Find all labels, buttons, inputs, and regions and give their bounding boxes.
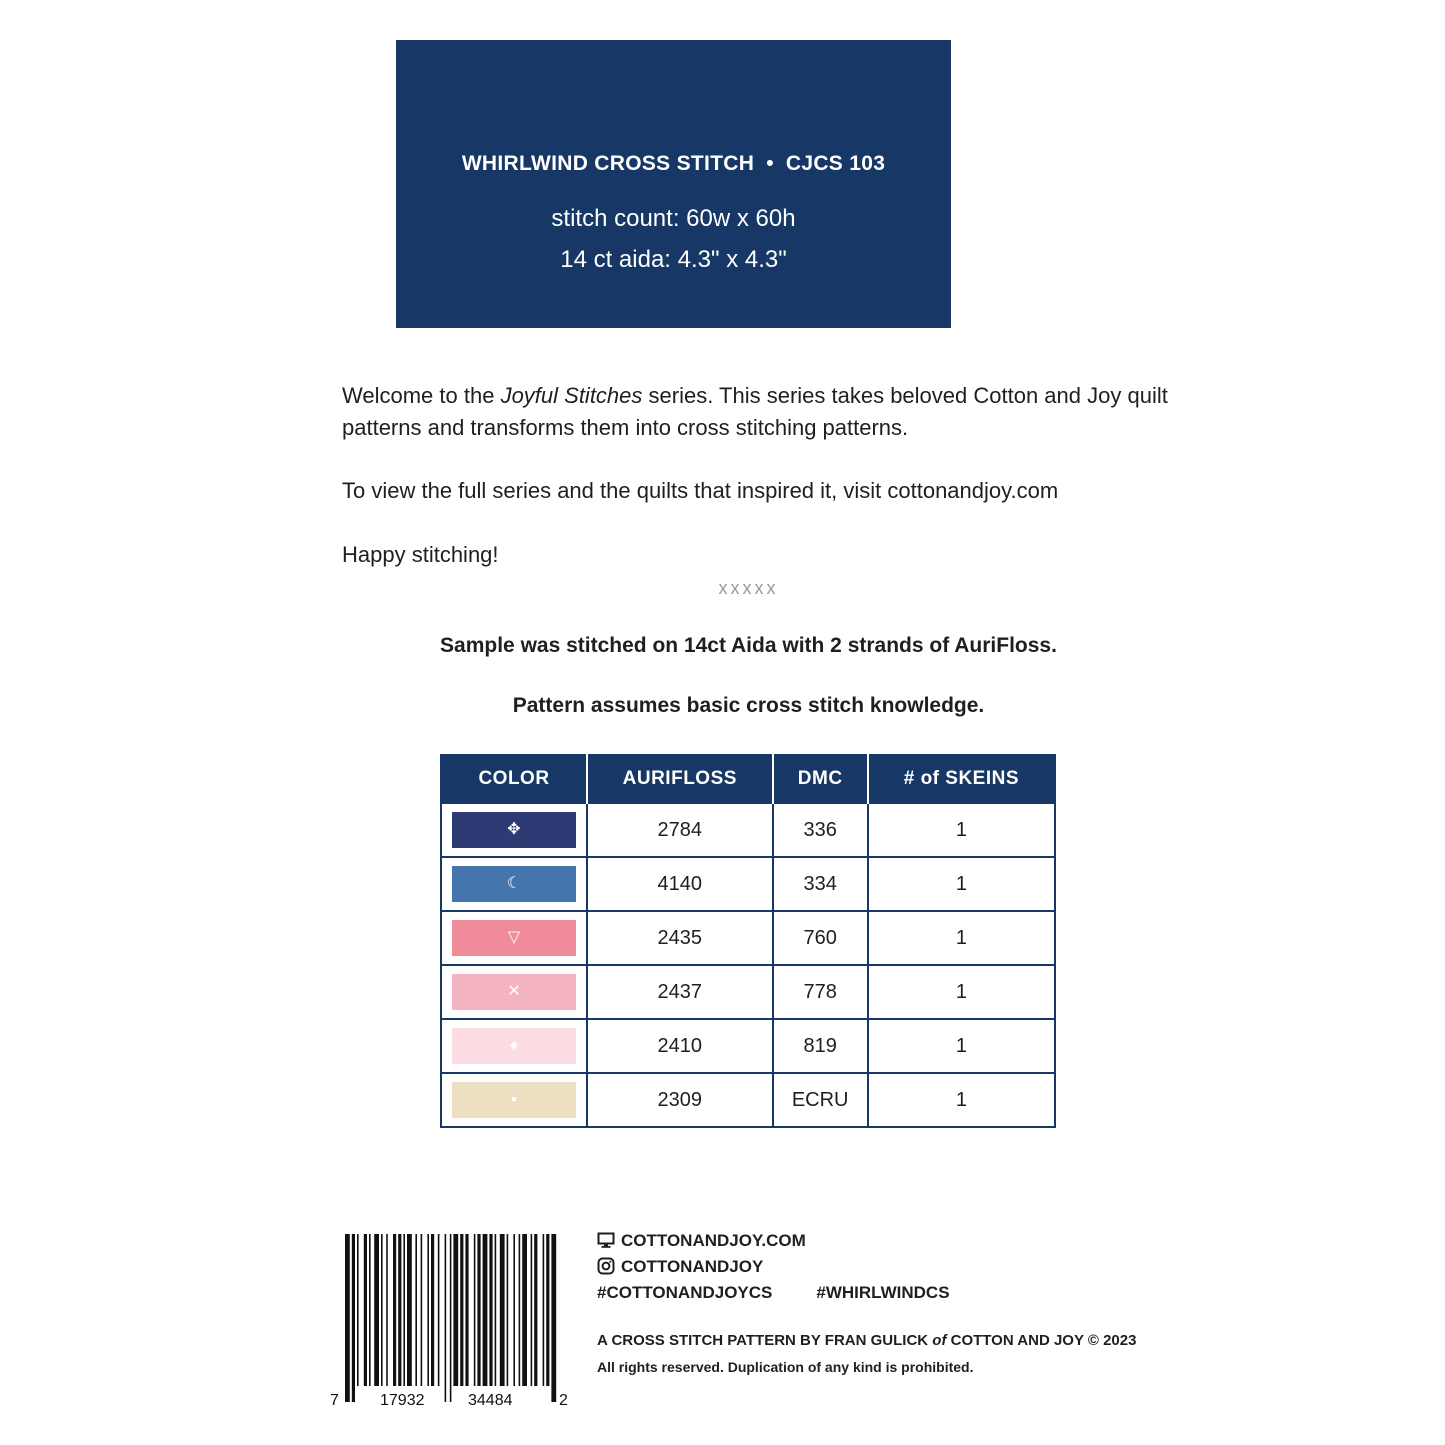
instagram-row	[597, 1254, 950, 1280]
barcode-bar	[495, 1234, 497, 1386]
color-cell	[441, 965, 587, 1019]
aurifloss-cell: 2410	[587, 1019, 773, 1073]
color-swatch: ▪	[452, 1082, 576, 1118]
barcode-bar	[453, 1234, 458, 1386]
dmc-cell: 778	[773, 965, 868, 1019]
barcode-bar	[393, 1234, 396, 1386]
barcode-bar	[403, 1234, 405, 1386]
barcode-bar	[519, 1234, 521, 1386]
dmc-cell: 760	[773, 911, 868, 965]
barcode-bar	[398, 1234, 401, 1386]
header-skeins: # of SKEINS	[868, 755, 1055, 803]
barcode-bar	[364, 1234, 367, 1386]
visit-paragraph: To view the full series and the quilts that inspired it, visit cottonandjoy.com	[342, 478, 1059, 503]
barcode-bar	[474, 1234, 476, 1386]
color-swatch: ✥	[452, 812, 576, 848]
header-color: COLOR	[441, 755, 587, 803]
credit-text-start: A CROSS STITCH PATTERN BY FRAN GULICK	[597, 1332, 933, 1349]
credit-text-end: COTTON AND JOY © 2023	[946, 1332, 1137, 1349]
designer-credit	[597, 1332, 1136, 1349]
color-cell	[441, 803, 587, 857]
color-cell	[441, 857, 587, 911]
pattern-title	[396, 152, 951, 176]
barcode-bar	[415, 1234, 417, 1386]
hashtag-whirlwindcs: #WHIRLWINDCS	[816, 1283, 950, 1302]
skeins-cell: 1	[868, 911, 1055, 965]
instagram-handle[interactable]: COTTONANDJOY	[621, 1257, 764, 1276]
pattern-header-box	[396, 40, 951, 328]
barcode-bar	[513, 1234, 515, 1386]
color-swatch: ♦	[452, 1028, 576, 1064]
barcode-bar	[500, 1234, 505, 1386]
barcode-bar	[507, 1234, 509, 1386]
contact-block	[597, 1228, 950, 1306]
sample-note: Sample was stitched on 14ct Aida with 2 strands of AuriFloss.	[440, 634, 1057, 657]
pattern-code: CJCS 103	[785, 152, 886, 175]
hashtag-cottonandjoycs: #COTTONANDJOYCS	[597, 1283, 773, 1302]
barcode-bar	[477, 1234, 480, 1386]
barcode-bar	[357, 1234, 359, 1386]
color-swatch: ▽	[452, 920, 576, 956]
website-link[interactable]: COTTONANDJOY.COM	[621, 1231, 806, 1250]
table-row	[441, 911, 1055, 965]
barcode-bar	[546, 1234, 549, 1386]
barcode-digit-left: 7	[330, 1392, 339, 1409]
barcode-bar	[381, 1234, 383, 1386]
header-aurifloss: AURIFLOSS	[587, 755, 773, 803]
monitor-icon	[597, 1231, 615, 1249]
barcode-bar	[483, 1234, 488, 1386]
color-cell	[441, 1073, 587, 1127]
dmc-cell: ECRU	[773, 1073, 868, 1127]
barcode-digit-right: 2	[559, 1392, 568, 1409]
table-row	[441, 1073, 1055, 1127]
barcode-bar	[445, 1234, 447, 1402]
barcode-bar	[431, 1234, 434, 1386]
aurifloss-cell: 4140	[587, 857, 773, 911]
barcode-bar	[543, 1234, 545, 1386]
barcode-bars	[345, 1234, 556, 1402]
barcode-bar	[465, 1234, 468, 1386]
color-cell	[441, 911, 587, 965]
title-separator: •	[766, 152, 774, 175]
stitch-count: stitch count: 60w x 60h	[551, 205, 796, 232]
barcode	[330, 1232, 570, 1410]
barcode-group-1: 17932	[380, 1392, 425, 1409]
intro-paragraph	[342, 380, 1172, 444]
instagram-icon	[597, 1257, 615, 1275]
barcode-bar	[534, 1234, 537, 1386]
table-row	[441, 1019, 1055, 1073]
credit-of: of	[932, 1332, 947, 1349]
website-row	[597, 1228, 950, 1254]
series-name: Joyful Stitches	[500, 383, 643, 408]
barcode-bar	[427, 1234, 429, 1386]
color-swatch: ✕	[452, 974, 576, 1010]
aurifloss-cell: 2435	[587, 911, 773, 965]
barcode-bar	[407, 1234, 412, 1386]
barcode-bar	[489, 1234, 492, 1386]
barcode-bar	[352, 1234, 355, 1402]
barcode-bar	[386, 1234, 388, 1386]
barcode-bar	[460, 1234, 463, 1386]
barcode-bar	[551, 1234, 556, 1402]
stitch-divider: xxxxx	[718, 578, 779, 598]
barcode-group-2: 34484	[468, 1392, 513, 1409]
color-swatch: ☾	[452, 866, 576, 902]
barcode-bar	[345, 1234, 350, 1402]
barcode-bar	[421, 1234, 423, 1386]
skeins-cell: 1	[868, 803, 1055, 857]
color-cell	[441, 1019, 587, 1073]
skeins-cell: 1	[868, 1073, 1055, 1127]
dmc-cell: 336	[773, 803, 868, 857]
barcode-bar	[374, 1234, 379, 1386]
table-row	[441, 857, 1055, 911]
aurifloss-cell: 2784	[587, 803, 773, 857]
table-header-row	[441, 755, 1055, 803]
hashtags-row	[597, 1280, 950, 1306]
barcode-bar	[450, 1234, 452, 1402]
skeins-cell: 1	[868, 1019, 1055, 1073]
barcode-bar	[531, 1234, 533, 1386]
intro-text-start: Welcome to the	[342, 383, 501, 408]
fabric-size: 14 ct aida: 4.3" x 4.3"	[560, 246, 787, 273]
happy-stitching: Happy stitching!	[342, 542, 499, 567]
pattern-name: WHIRLWIND CROSS STITCH	[461, 152, 755, 175]
knowledge-note: Pattern assumes basic cross stitch knowledge.	[512, 694, 985, 717]
dmc-cell: 334	[773, 857, 868, 911]
dmc-cell: 819	[773, 1019, 868, 1073]
skeins-cell: 1	[868, 857, 1055, 911]
rights-notice: All rights reserved. Duplication of any kind is prohibited.	[597, 1359, 974, 1375]
aurifloss-cell: 2437	[587, 965, 773, 1019]
table-row	[441, 965, 1055, 1019]
credit-block	[597, 1332, 1136, 1375]
barcode-bar	[522, 1234, 527, 1386]
intro-text-end: series. This series takes beloved Cotton and Joy quilt patterns and transforms them into cross stitching patterns.	[342, 383, 1168, 440]
table-row	[441, 803, 1055, 857]
header-dmc: DMC	[773, 755, 868, 803]
skeins-cell: 1	[868, 965, 1055, 1019]
floss-legend-table	[440, 754, 1056, 1128]
barcode-bar	[369, 1234, 371, 1386]
aurifloss-cell: 2309	[587, 1073, 773, 1127]
barcode-bar	[438, 1234, 440, 1386]
